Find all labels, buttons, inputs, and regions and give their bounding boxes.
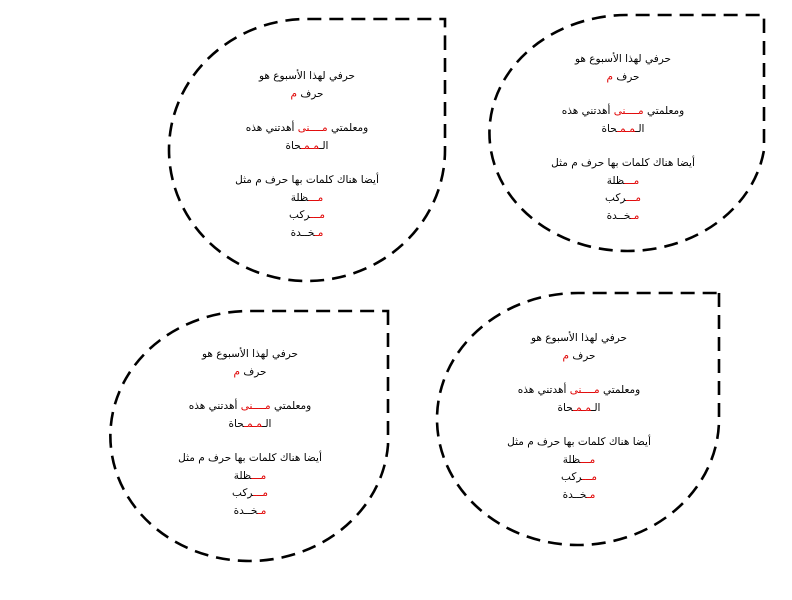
teacher-line: ومعلمتي مــــنى أهدتني هذه (517, 384, 641, 396)
teacher-line: ومعلمتي مــــنى أهدتني هذه (245, 122, 369, 134)
example-word: مـــركب (289, 209, 325, 221)
example-word: مـخــدة (233, 504, 267, 517)
featured-letter: م (606, 70, 613, 83)
gift-word: الـمـمـحاة (228, 417, 272, 430)
example-word: مـــظلة (562, 453, 596, 466)
featured-letter: م (562, 349, 569, 362)
teardrop-card-bottom-left (130, 346, 370, 520)
example-word: مـخــدة (606, 209, 640, 222)
teacher-name: مــــنى (569, 384, 600, 396)
examples-intro: أيضا هناك كلمات بها حرف م مثل (178, 452, 322, 464)
week-letter-intro: حرفي لهذا الأسبوع هو (201, 348, 299, 360)
example-word: مـــركب (561, 471, 597, 483)
gift-word: الـمـمـحاة (557, 401, 601, 414)
examples-intro: أيضا هناك كلمات بها حرف م مثل (551, 157, 695, 169)
example-word: مـــظلة (290, 191, 324, 204)
week-letter-intro: حرفي لهذا الأسبوع هو (530, 332, 628, 344)
teardrop-card-top-left (187, 68, 427, 242)
letter-line: حرف م (606, 70, 640, 83)
letter-line: حرف م (562, 349, 596, 362)
teardrop-card-bottom-right (459, 330, 699, 504)
teacher-line: ومعلمتي مــــنى أهدتني هذه (561, 105, 685, 117)
letter-line: حرف م (290, 87, 324, 100)
example-word: مـخــدة (562, 488, 596, 501)
week-letter-intro: حرفي لهذا الأسبوع هو (258, 70, 356, 82)
featured-letter: م (233, 365, 240, 378)
teacher-name: مــــنى (297, 122, 328, 134)
letter-line: حرف م (233, 365, 267, 378)
examples-intro: أيضا هناك كلمات بها حرف م مثل (507, 436, 651, 448)
teardrop-card-top-right (503, 51, 743, 225)
example-word: مـــظلة (606, 174, 640, 187)
example-word: مـخــدة (290, 226, 324, 239)
examples-intro: أيضا هناك كلمات بها حرف م مثل (235, 174, 379, 186)
teacher-line: ومعلمتي مــــنى أهدتني هذه (188, 400, 312, 412)
gift-word: الـمـمـحاة (601, 122, 645, 135)
teacher-name: مــــنى (240, 400, 271, 412)
example-word: مـــركب (605, 192, 641, 204)
example-word: مـــظلة (233, 469, 267, 482)
teacher-name: مــــنى (613, 105, 644, 117)
gift-word: الـمـمـحاة (285, 139, 329, 152)
example-word: مـــركب (232, 487, 268, 499)
featured-letter: م (290, 87, 297, 100)
week-letter-intro: حرفي لهذا الأسبوع هو (574, 53, 672, 65)
